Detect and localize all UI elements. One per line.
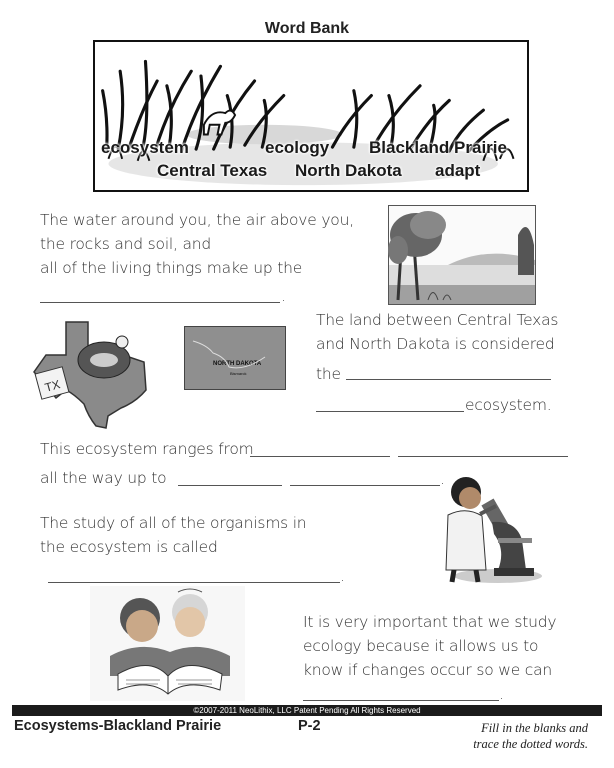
- texas-label: TX: [43, 377, 62, 395]
- q4-answer-blank[interactable]: [48, 582, 340, 583]
- instructions-note: [473, 720, 588, 752]
- q5-line: know if changes occur so we can: [303, 661, 553, 679]
- q5-line: It is very important that we study: [303, 613, 557, 631]
- word-bank-term: ecology: [265, 138, 330, 157]
- q5-line: ecology because it allows us to: [303, 637, 539, 655]
- q2-line: the: [316, 365, 341, 383]
- word-bank-term: adapt: [435, 161, 481, 180]
- texas-map-picture: [26, 320, 156, 430]
- q1-line: The water around you, the air above you,: [40, 211, 354, 229]
- word-bank-term: ecosystem: [101, 138, 189, 157]
- copyright-bar: ©2007-2011 NeoLithix, LLC Patent Pending All Rights Reserved: [12, 705, 602, 716]
- word-bank-term: North Dakota: [295, 161, 402, 180]
- kids-reading-picture: [90, 586, 245, 701]
- river-line: [185, 327, 285, 389]
- q1-answer-blank[interactable]: [40, 302, 280, 303]
- q5-answer-blank[interactable]: [303, 700, 499, 701]
- bismarck-label: Bismarck: [230, 371, 247, 376]
- q3-period: .: [440, 470, 445, 488]
- q3-answer-blank-1[interactable]: [250, 456, 390, 457]
- q3-line: This ecosystem ranges from: [40, 440, 254, 458]
- scientist-microscope-picture: [436, 470, 546, 585]
- instructions-line: trace the dotted words.: [473, 737, 588, 751]
- q1-line: all of the living things make up the: [40, 259, 303, 277]
- q2-line: The land between Central Texas: [316, 311, 559, 329]
- north-dakota-label: NORTH DAKOTA: [213, 361, 262, 367]
- instructions-line: Fill in the blanks and: [481, 721, 588, 735]
- north-dakota-map-picture: [184, 326, 286, 390]
- q1-line: the rocks and soil, and: [40, 235, 212, 253]
- q3-answer-blank-3[interactable]: [178, 485, 282, 486]
- q2-answer-blank-2[interactable]: [316, 411, 464, 412]
- q4-line: the ecosystem is called: [40, 538, 218, 556]
- worksheet-title: Ecosystems-Blackland Prairie: [14, 718, 222, 734]
- word-bank-box: [93, 40, 529, 192]
- word-bank-term: Blackland Prairie: [369, 138, 507, 157]
- q1-period: .: [281, 287, 286, 305]
- q3-answer-blank-2[interactable]: [398, 456, 568, 457]
- page-number: P-2: [298, 718, 321, 734]
- q4-period: .: [340, 567, 345, 585]
- q2-answer-blank-1[interactable]: [346, 379, 551, 380]
- q5-period: .: [499, 685, 504, 703]
- lake-tree-picture: [388, 205, 536, 305]
- word-bank-term: Central Texas: [157, 161, 268, 180]
- word-bank-title: Word Bank: [264, 20, 350, 37]
- q3-line: all the way up to: [40, 469, 167, 487]
- q2-end: ecosystem.: [465, 396, 552, 414]
- q4-line: The study of all of the organisms in: [40, 514, 307, 532]
- q3-answer-blank-4[interactable]: [290, 485, 440, 486]
- q2-line: and North Dakota is considered: [316, 335, 555, 353]
